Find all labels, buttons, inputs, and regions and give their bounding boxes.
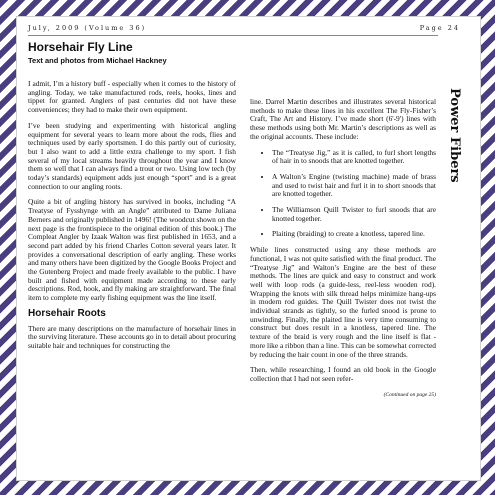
issue-date: July, 2009 (Volume 36) xyxy=(28,24,147,32)
paragraph: line. Darrel Martin describes and illustrates several historical methods to make these lines in his excellent The Fly-Fisher’s Craft, The Art and History. I’ve made short (6'-9') lines with these methods using both Mr. Martin’s descriptions as well as the original accounts. These include: xyxy=(250,97,436,141)
header-rule xyxy=(28,35,438,36)
paragraph: Then, while researching, I found an old book in the Google collection that I had not seen refer- xyxy=(250,365,436,383)
paragraph: There are many descriptions on the manufacture of horsehair lines in the surviving literature. These accounts go in to detail about procuring suitable hair and techniques for constructing the xyxy=(28,323,236,350)
paragraph: While lines constructed using any these methods are functional, I was not quite satisfied with the final product. The “Treatyse Jig” and Walton’s Engine are the best of these methods. The lines are quick and easy to construct and work well with loop rods (a guide-less, reel-less wooden rod). Wrapping the knots with silk thread helps minimize hang-ups in modern rod guides. The Quill Twister does not twist the individual strands as tightly, so the furled snood is prone to unwinding. Finally, the plaited line is very time consuming to construct but does result in a knotless, tapered line. The texture of the braid is very rough and the line itself is flat - more like a ribbon than a line. This can be somewhat corrected by reducing the hair count in one of the three strands. xyxy=(250,245,436,359)
page-number: Page 24 xyxy=(419,24,460,32)
paragraph: I’ve been studying and experimenting with historical angling equipment for several years to learn more about the rods, flies and techniques used by early sportsmen. I do this partly out of curiosity, but I also want to add a little extra challenge to my sport. I fish several of my local streams heavily throughout the year and I know them so well that I can always find a trout or two. Using low tech (by today’s standards) equipment adds just enough “sport” and is a great connection to our angling roots. xyxy=(28,120,236,191)
paragraph: I admit, I’m a history buff - especially when it comes to the history of angling. Today, we take manufactured rods, reels, hooks, lines and tippet for granted. Anglers of past centuries did not have these conveniences; they had to make their own equipment. xyxy=(28,79,236,115)
continued-note: (Continued on page 25) xyxy=(383,391,436,398)
list-item: • The “Treatyse Jig,” as it is called, to furl short lengths of hair in to snoods that are knotted together. xyxy=(272,149,436,166)
right-column xyxy=(250,98,436,399)
list-item: • Plaiting (braiding) to create a knotless, tapered line. xyxy=(272,230,436,239)
paragraph: Quite a bit of angling history has survived in books, including “A Treatyse of Fysshynge with an Angle” attributed to Dame Juliana Berners and originally published in 1496! (The woodcut shown on the next page is the frontispiece to the original edition of this book.) The Compleat Angler by Izaak Walton was first published in 1653, and a second part added by his friend Charles Cotton several years later. It provides a conversational description of early angling. These works and many others have been digitized by the Google Books Project and the Gutenberg Project and made freely available to the public. I have built and fished with equipment made according to these early descriptions. Rod, hook, and fly making are straightforward. The final item to complete my early fishing equipment was the line itself. xyxy=(28,197,236,303)
list-item: • A Walton’s Engine (twisting machine) made of brass and used to twist hair and furl it in to short snoods that are knotted together. xyxy=(272,173,436,199)
article-byline: Text and photos from Michael Hackney xyxy=(28,56,167,65)
methods-list xyxy=(250,149,436,240)
subheading: Horsehair Roots xyxy=(28,307,106,319)
list-item: • The Williamson Quill Twister to furl snoods that are knotted together. xyxy=(272,206,436,223)
section-title-vertical: Power Fibers xyxy=(447,88,462,183)
left-column xyxy=(28,80,236,358)
article-title: Horsehair Fly Line xyxy=(28,40,133,54)
